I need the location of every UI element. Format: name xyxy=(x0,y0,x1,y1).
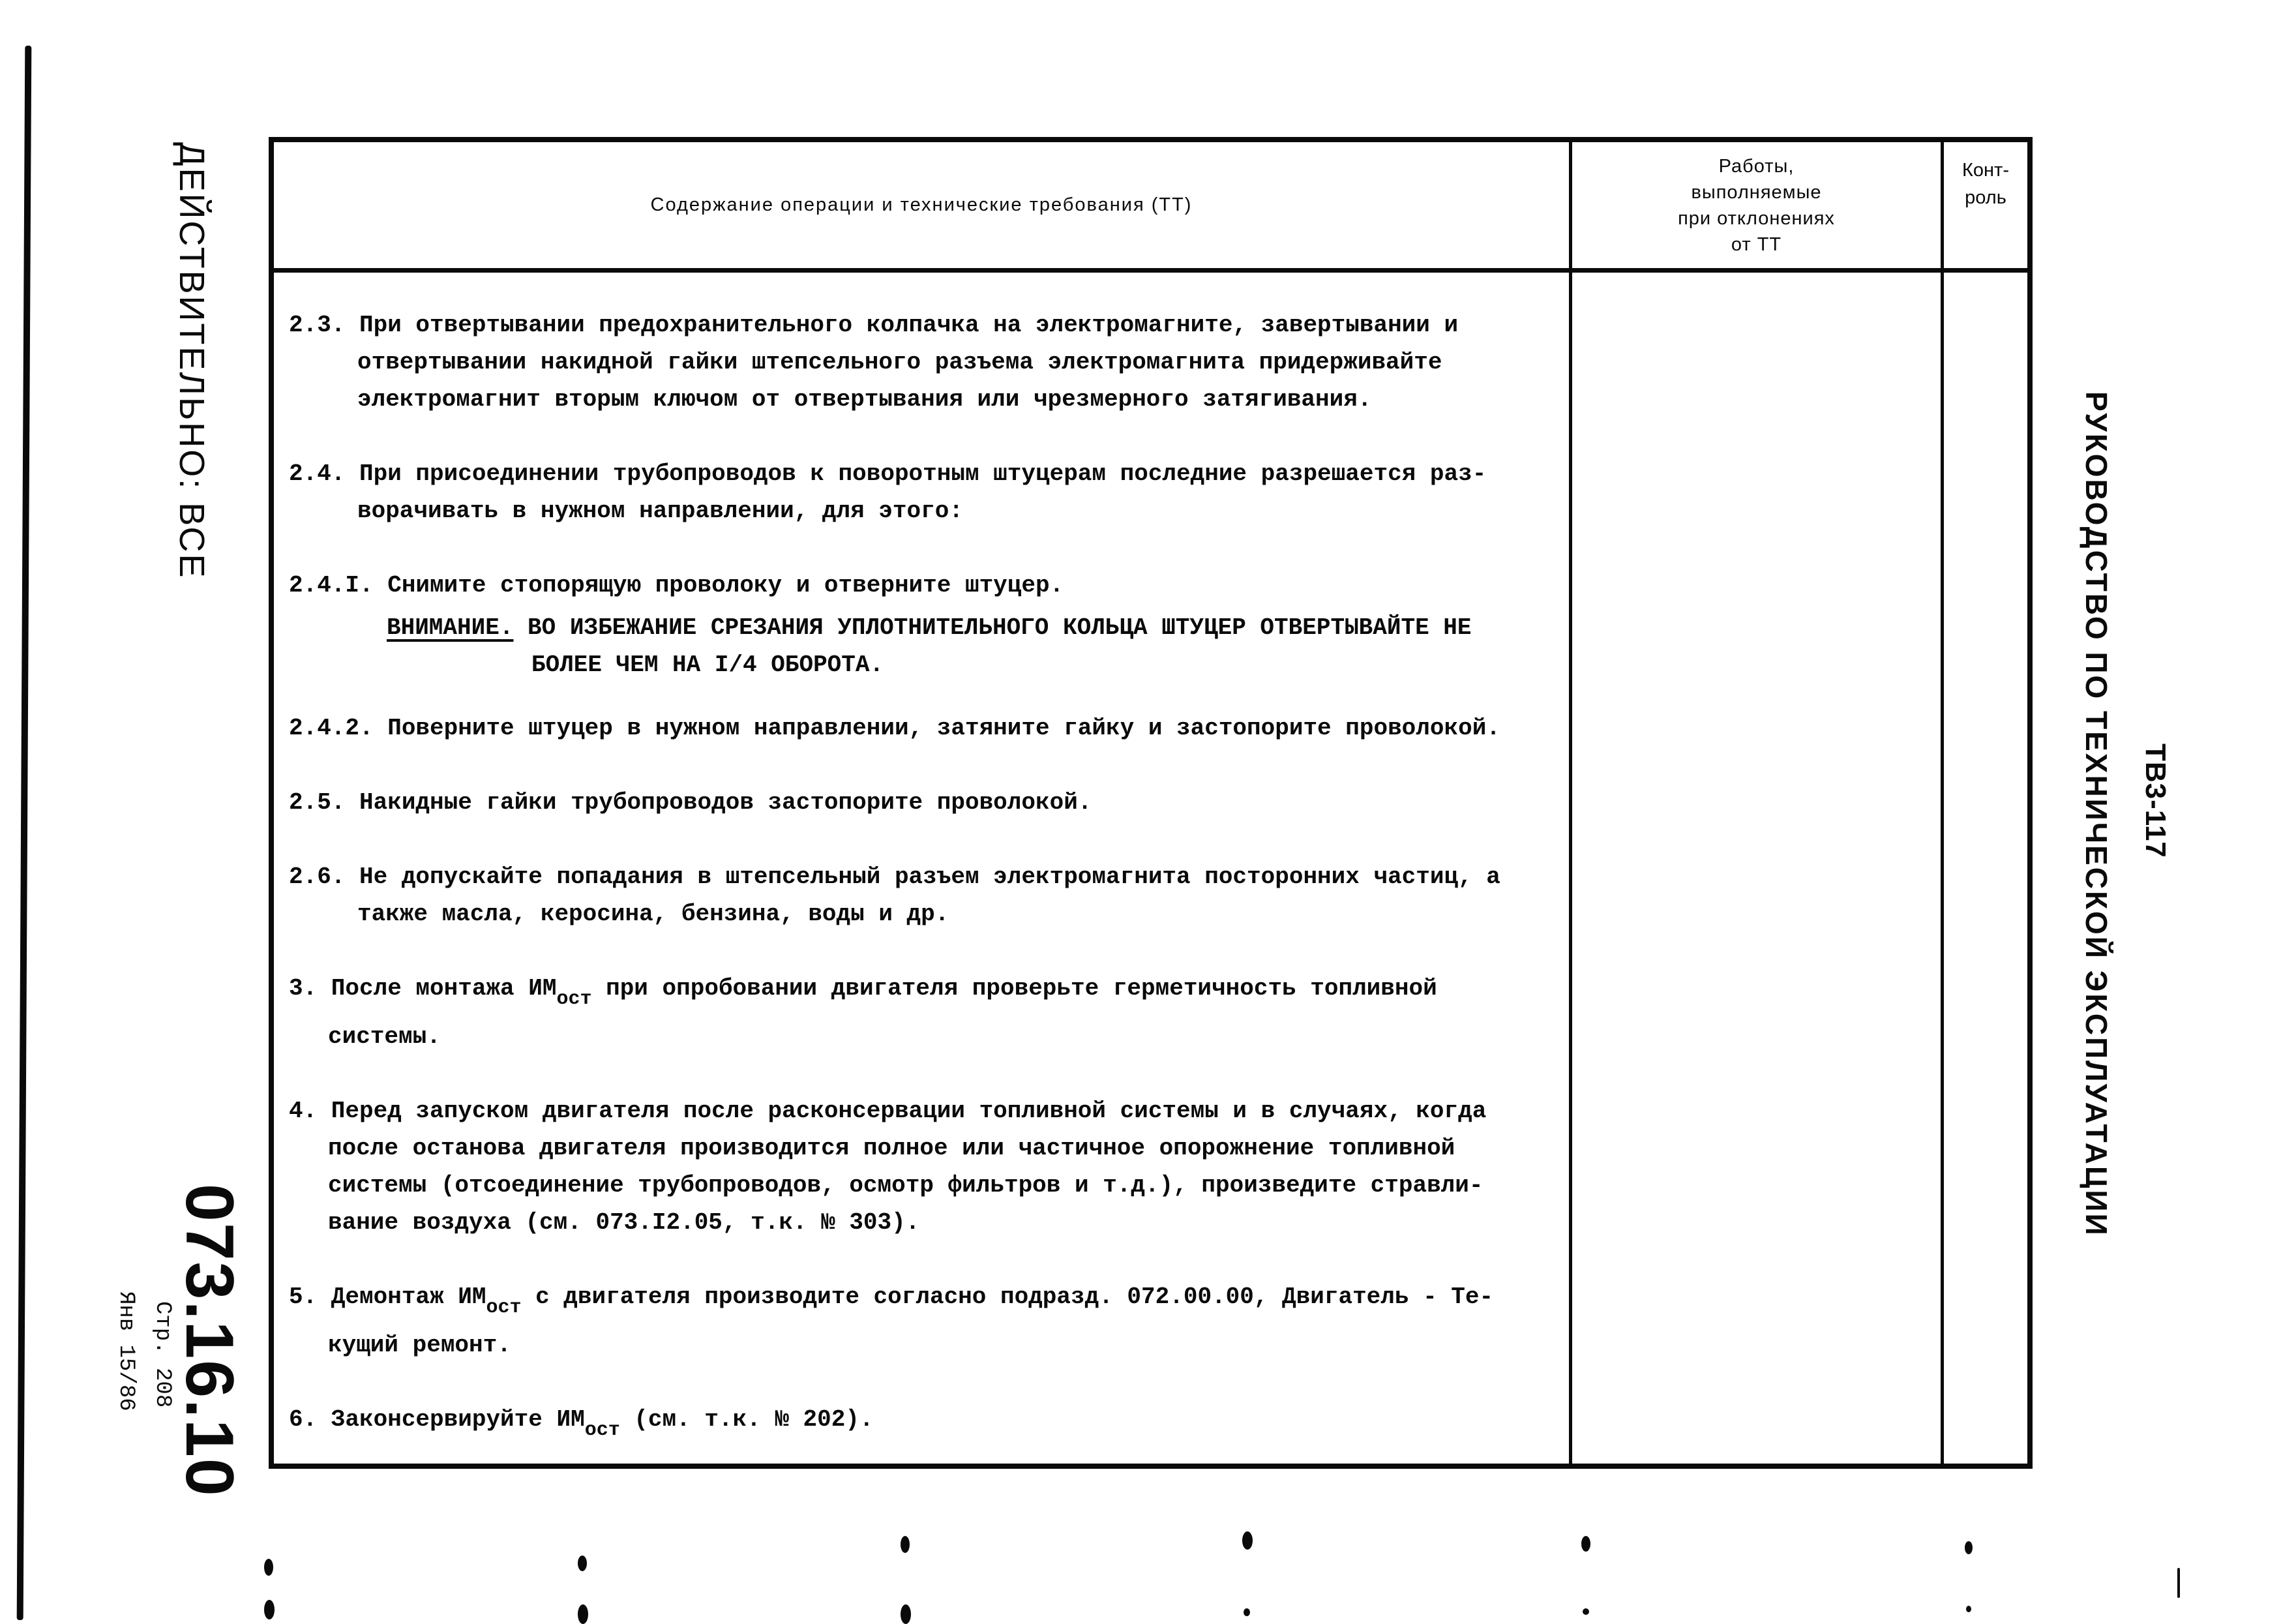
text-line: 4. Перед запуском двигателя после расконсервации топливной системы и в случаях, когда xyxy=(289,1098,1487,1124)
subscript: ост xyxy=(584,1419,620,1441)
engine-model: ТВ3-117 xyxy=(2139,744,2171,858)
punch-mark xyxy=(264,1559,273,1576)
punch-mark xyxy=(1965,1541,1973,1554)
header-deviation-work xyxy=(1572,142,1941,268)
punch-mark xyxy=(264,1600,275,1619)
item-2-4 xyxy=(289,455,1560,530)
subscript: ост xyxy=(486,1297,522,1319)
document-code: 073.16.10 xyxy=(171,1184,247,1497)
text-line: системы. xyxy=(328,1023,441,1050)
punch-mark xyxy=(1242,1531,1253,1550)
text-line: БОЛЕЕ ЧЕМ НА I/4 ОБОРОТА. xyxy=(531,652,884,678)
header-line: при отклонениях xyxy=(1678,207,1835,229)
item-2-4-2 xyxy=(289,710,1560,747)
item-2-3 xyxy=(289,307,1560,418)
text-line: системы (отсоединение трубопроводов, осмотр фильтров и т.д.), произведите стравли- xyxy=(328,1172,1483,1199)
text-line: 2.4.I. Снимите стопорящую проволоку и отверните штуцер. xyxy=(289,572,1064,599)
punch-mark xyxy=(1966,1606,1971,1612)
page-number: Стр. 208 xyxy=(150,1301,175,1408)
text-line: после останова двигателя производится полное или частичное опорожнение топливной xyxy=(328,1135,1455,1162)
page-binding-edge xyxy=(17,46,32,1620)
punch-mark xyxy=(1581,1536,1590,1552)
header-line: Конт- xyxy=(1962,160,2009,181)
text-line: 2.6. Не допускайте попадания в штепсельный разъем электромагнита посторонних частиц, а xyxy=(289,864,1500,890)
subscript: ост xyxy=(556,988,592,1010)
text-line: электромагнит вторым ключом от отвертывания или чрезмерного затягивания. xyxy=(357,386,1372,413)
item-2-6 xyxy=(289,858,1560,933)
header-content-label: Содержание операции и технические требования (ТТ) xyxy=(650,194,1193,215)
item-2-5 xyxy=(289,784,1560,821)
revision-date: Янв 15/86 xyxy=(113,1291,138,1411)
manual-title: РУКОВОДСТВО ПО ТЕХНИЧЕСКОЙ ЭКСПЛУАТАЦИИ xyxy=(2080,391,2113,1237)
text-line: 2.3. При отвертывании предохранительного колпачка на электромагните, завертывании и xyxy=(289,312,1459,338)
header-line: роль xyxy=(1965,187,2006,208)
header-content xyxy=(274,142,1569,268)
text-fragment: при опробовании двигателя проверьте герметичность топливной xyxy=(591,975,1437,1002)
column-divider xyxy=(1941,137,1944,1469)
header-line: Работы, xyxy=(1718,155,1795,177)
text-line: 2.4.2. Поверните штуцер в нужном направлении, затяните гайку и застопорите проволокой. xyxy=(289,715,1500,742)
column-divider xyxy=(1569,137,1572,1469)
warning-note xyxy=(289,609,1560,684)
operation-content xyxy=(289,307,1560,1486)
scan-artifact xyxy=(2177,1568,2180,1598)
text-fragment: 5. Демонтаж ИМ xyxy=(289,1284,486,1310)
punch-mark xyxy=(1583,1608,1589,1615)
text-fragment: 3. После монтажа ИМ xyxy=(289,975,557,1002)
punch-mark xyxy=(1244,1608,1250,1616)
punch-mark xyxy=(578,1556,587,1571)
text-line: вание воздуха (см. 073.I2.05, т.к. № 303). xyxy=(328,1209,920,1236)
text-fragment: 6. Законсервируйте ИМ xyxy=(289,1406,585,1433)
header-divider xyxy=(269,268,2033,273)
item-4 xyxy=(289,1092,1560,1241)
item-2-4-1 xyxy=(289,567,1560,684)
header-control xyxy=(1944,157,2027,211)
text-line: кущий ремонт. xyxy=(328,1332,511,1359)
item-6 xyxy=(289,1401,1560,1449)
text-line: также масла, керосина, бензина, воды и др. xyxy=(357,901,949,927)
warning-label: ВНИМАНИЕ. xyxy=(387,614,514,641)
item-5 xyxy=(289,1278,1560,1364)
text-line: ВО ИЗБЕЖАНИЕ СРЕЗАНИЯ УПЛОТНИТЕЛЬНОГО КОЛЬЦА ШТУЦЕР ОТВЕРТЫВАЙТЕ НЕ xyxy=(528,614,1472,641)
text-line: отвертывании накидной гайки штепсельного разъема электромагнита придерживайте xyxy=(357,349,1442,376)
text-line: ворачивать в нужном направлении, для этого: xyxy=(357,498,963,524)
header-line: выполняемые xyxy=(1691,181,1822,203)
validity-label: ДЕЙСТВИТЕЛЬНО: ВСЕ xyxy=(172,142,211,580)
punch-mark xyxy=(901,1536,910,1553)
header-line: от ТТ xyxy=(1731,233,1782,255)
punch-mark xyxy=(901,1604,911,1624)
text-line: 2.5. Накидные гайки трубопроводов застопорите проволокой. xyxy=(289,789,1092,816)
text-fragment: с двигателя производите согласно подразд. 072.00.00, Двигатель - Те- xyxy=(521,1284,1494,1310)
punch-mark xyxy=(578,1604,588,1624)
text-line: 2.4. При присоединении трубопроводов к поворотным штуцерам последние разрешается раз- xyxy=(289,460,1487,487)
item-3 xyxy=(289,970,1560,1055)
text-fragment: (см. т.к. № 202). xyxy=(619,1406,874,1433)
